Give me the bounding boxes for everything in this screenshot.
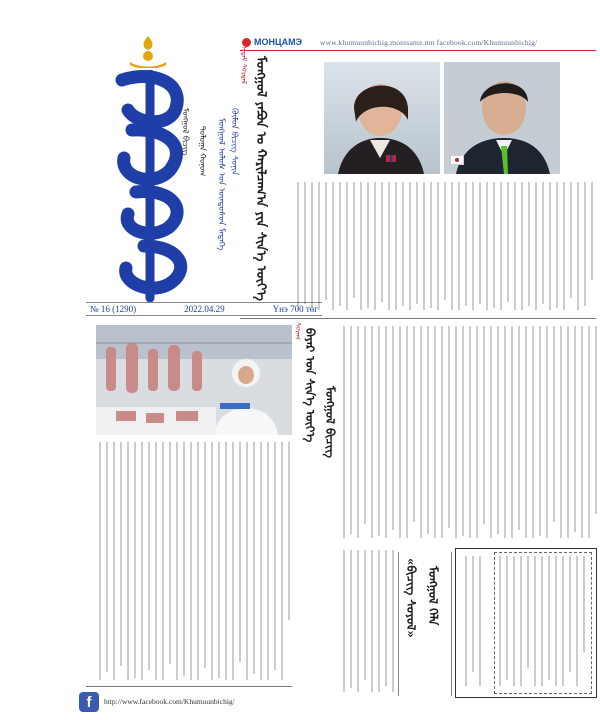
factory-story-body	[96, 440, 292, 686]
nameplate-subtext-2: ᠳᠣᠯᠣᠭᠠ ᠬᠣᠨᠣᠭ	[198, 126, 207, 177]
factory-photo	[96, 325, 292, 435]
nameplate-subtext-4: ᠬᠦᠮᠦᠨ ᠪᠢᠴᠢᠭ ᠰᠣᠨᠢᠨ	[229, 108, 239, 176]
japan-flag-pin	[450, 155, 464, 165]
top-story-body	[294, 180, 599, 315]
issue-info-bar	[86, 302, 322, 316]
portrait-right	[444, 62, 560, 174]
portrait-left	[324, 62, 440, 174]
story2-headline: ᠪᠠᠶᠠᠷ ᠤᠨ ᠰᠢᠨ᠎ᠡ ᠦᠶ᠎ᠡ	[303, 328, 317, 443]
montsame-logo[interactable]	[242, 37, 302, 47]
brand-name: МОНЦАМЭ	[254, 37, 302, 47]
issue-number: № 16 (1290)	[90, 304, 137, 314]
boxed-article-body	[460, 552, 590, 692]
story2-subheadline: ᠮᠣᠩᠭᠣᠯ ᠪᠢᠴᠢᠭ	[323, 386, 337, 458]
feature-body	[340, 548, 396, 696]
top-headline: ᠮᠣᠩᠭᠣᠯ ᠶᠠᠫᠣᠨ ᠤ ᠬᠠᠷᠢᠯᠴᠠᠭ᠎ᠠ ᠶᠢᠨ ᠰᠢᠨ᠎ᠡ ᠦᠶ᠎ᠡ	[253, 56, 268, 301]
header-rule	[240, 50, 596, 51]
section-label-red: ᠡᠷᠳᠡᠮ ᠰᠤᠷᠲᠠᠯ	[240, 46, 248, 84]
facebook-f-icon[interactable]: f	[79, 692, 99, 712]
portraits-photo	[324, 62, 560, 174]
story2-body	[340, 324, 598, 544]
issue-date: 2022.04.29	[184, 304, 225, 314]
feature-headline: «ᠪᠢᠴᠢᠭ ᠰᠣᠶᠣᠯ»	[404, 558, 418, 638]
section-divider	[240, 318, 596, 319]
soyombo-flame-icon	[122, 34, 174, 68]
facebook-url[interactable]: http://www.facebook.com/Khumuunbichig/	[104, 697, 235, 706]
nameplate-subtext-3: ᠮᠣᠩᠭᠣᠯ ᠤᠯᠤᠰ ᠤᠨ ᠦᠨᠳᠦᠰᠦᠨ ᠮᠡᠳᠡᠭᠡ	[216, 118, 226, 251]
footer-rule	[86, 686, 292, 687]
section-label-red-2: ᠰᠤᠷᠠᠭ	[294, 322, 302, 340]
feature-subheadline: ᠮᠣᠩᠭᠣᠯ ᠬᠡᠯᠡ	[426, 566, 440, 626]
mongolia-flag-pin	[386, 155, 396, 162]
issue-price: Үнэ 700 төг	[272, 304, 318, 314]
website-url[interactable]: www.khumuunbichig.montsame.mn facebook.com/Khumuunbichig/	[320, 38, 538, 47]
nameplate-subtext-1: ᠮᠣᠩᠭᠣᠯ ᠪᠢᠴᠢᠭ	[181, 108, 190, 156]
masthead-title	[92, 70, 210, 302]
